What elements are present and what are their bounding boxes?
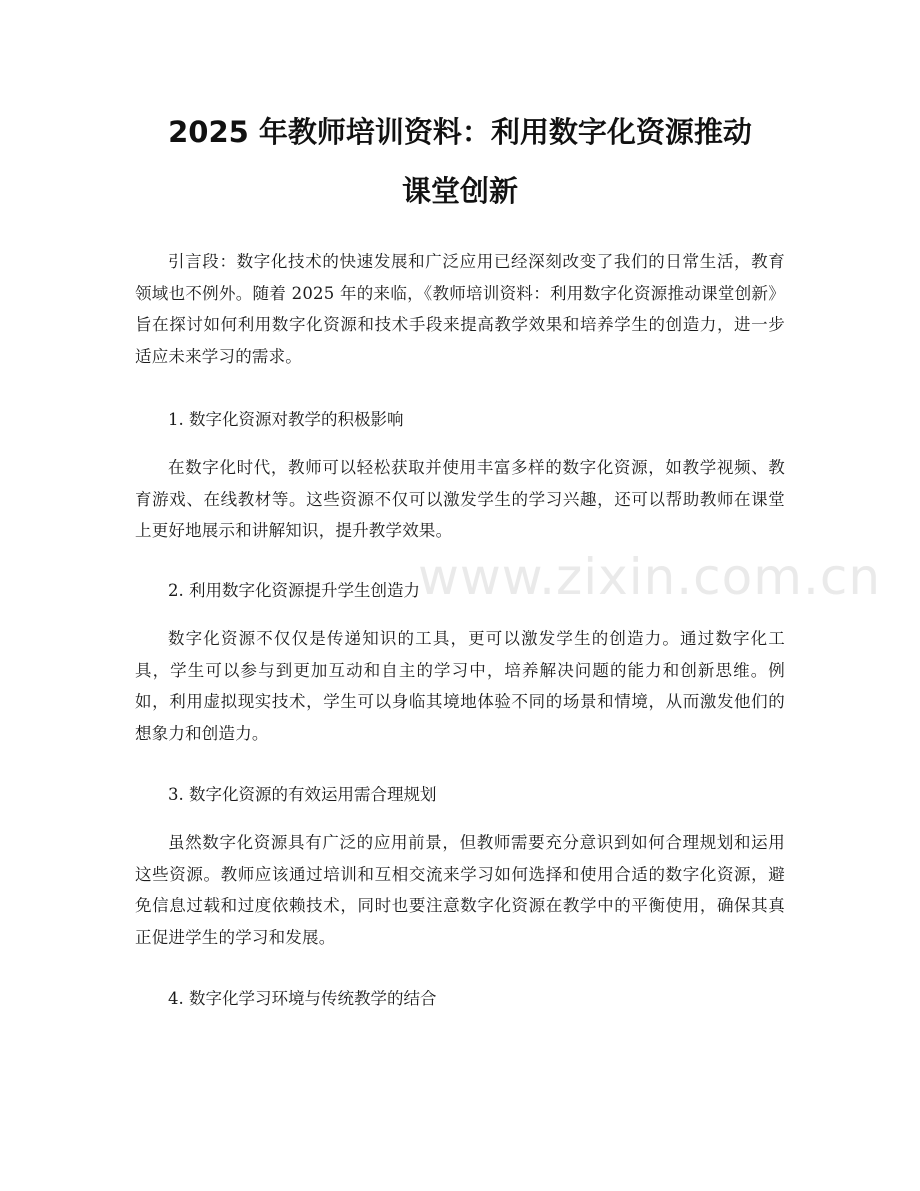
title-line-1: 2025 年教师培训资料：利用数字化资源推动 bbox=[168, 115, 752, 149]
section-3-heading: 3. 数字化资源的有效运用需合理规划 bbox=[168, 785, 437, 804]
document-title bbox=[120, 103, 800, 221]
watermark: www.zixin.com.cn bbox=[418, 548, 882, 606]
section-3-body: 虽然数字化资源具有广泛的应用前景，但教师需要充分意识到如何合理规划和运用这些资源。教师应该通过培训和互相交流来学习如何选择和使用合适的数字化资源，避免信息过载和过度依赖技术，同时也要注意数字化资源在教学中的平衡使用，确保其真正促进学生的学习和发展。 bbox=[135, 833, 785, 947]
title-line-2: 课堂创新 bbox=[401, 174, 518, 208]
section-2-body: 数字化资源不仅仅是传递知识的工具，更可以激发学生的创造力。通过数字化工具，学生可以参与到更加互动和自主的学习中，培养解决问题的能力和创新思维。例如，利用虚拟现实技术，学生可以身临其境地体验不同的场景和情境，从而激发他们的想象力和创造力。 bbox=[135, 629, 785, 743]
section-1-heading: 1. 数字化资源对教学的积极影响 bbox=[168, 410, 404, 429]
section-4-heading: 4. 数字化学习环境与传统教学的结合 bbox=[168, 989, 437, 1008]
section-2-heading: 2. 利用数字化资源提升学生创造力 bbox=[168, 581, 420, 600]
section-1-body: 在数字化时代，教师可以轻松获取并使用丰富多样的数字化资源，如教学视频、教育游戏、在线教材等。这些资源不仅可以激发学生的学习兴趣，还可以帮助教师在课堂上更好地展示和讲解知识，提升教学效果。 bbox=[135, 458, 785, 540]
intro-paragraph: 引言段：数字化技术的快速发展和广泛应用已经深刻改变了我们的日常生活，教育领域也不例外。随着 2025 年的来临，《教师培训资料：利用数字化资源推动课堂创新》旨在探讨如何利用数字化资源和技术手段来提高教学效果和培养学生的创造力，进一步适应未来学习的需求。 bbox=[135, 252, 785, 366]
